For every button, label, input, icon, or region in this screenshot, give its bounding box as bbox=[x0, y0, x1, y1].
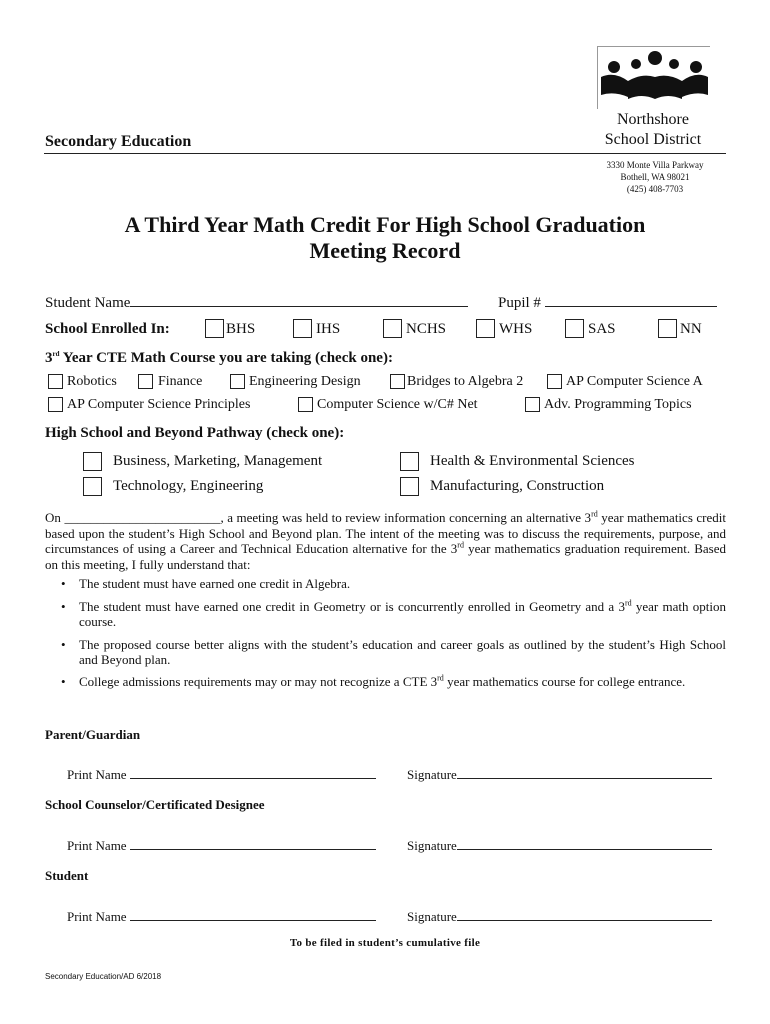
district-logo-icon bbox=[598, 47, 710, 109]
bullet-admissions-b: year mathematics course for college entrance. bbox=[443, 673, 686, 689]
cte-option-bridges-to-algebra: Bridges to Algebra 2 bbox=[407, 374, 524, 389]
school-checkbox-nn[interactable] bbox=[658, 319, 677, 338]
counselor-signature-field[interactable] bbox=[457, 835, 712, 850]
bullet-algebra: The student must have earned one credit in Algebra. bbox=[79, 576, 351, 591]
student-print-name-field[interactable] bbox=[130, 906, 376, 921]
counselor-print-name-field[interactable] bbox=[130, 835, 376, 850]
pathway-checkbox-health[interactable] bbox=[400, 452, 419, 471]
cte-label-sup: rd bbox=[52, 350, 60, 358]
school-option-nn: NN bbox=[680, 321, 702, 337]
address-street: 3330 Monte Villa Parkway bbox=[606, 160, 704, 170]
address-phone: (425) 408-7703 bbox=[626, 184, 684, 194]
pupil-row bbox=[498, 292, 717, 312]
school-option-whs: WHS bbox=[499, 321, 533, 337]
school-checkbox-ihs[interactable] bbox=[293, 319, 312, 338]
school-option-bhs: BHS bbox=[226, 321, 256, 337]
bullet-geometry-sup: rd bbox=[624, 598, 632, 608]
parent-print-name-field[interactable] bbox=[130, 764, 376, 779]
cte-checkbox-finance[interactable] bbox=[138, 374, 153, 389]
list-item bbox=[45, 637, 726, 668]
pathway-checkbox-technology[interactable] bbox=[83, 477, 102, 496]
parent-print-name-label: Print Name bbox=[67, 767, 127, 782]
school-option-ihs: IHS bbox=[316, 321, 341, 337]
cte-checkbox-adv-programming[interactable] bbox=[525, 397, 540, 412]
district-address bbox=[585, 159, 725, 195]
pupil-label: Pupil # bbox=[498, 295, 541, 311]
school-checkbox-bhs[interactable] bbox=[205, 319, 224, 338]
list-item bbox=[45, 674, 726, 690]
pathway-label: High School and Beyond Pathway (check one): bbox=[45, 425, 345, 441]
paragraph-on: On bbox=[45, 510, 61, 525]
paragraph-part2: year mathematics credit based upon the student’s High School and Beyond plan. The intent of the meeting was to discuss the requirements, purpose, and circumstances of using a Career and Technical Education alternative for the 3 bbox=[45, 510, 727, 556]
student-signature-field[interactable] bbox=[457, 906, 712, 921]
cte-option-engineering-design: Engineering Design bbox=[249, 374, 361, 389]
pathway-option-health: Health & Environmental Sciences bbox=[430, 453, 635, 469]
list-item bbox=[45, 599, 726, 630]
department-label: Secondary Education bbox=[45, 133, 192, 150]
form-footer-code: Secondary Education/AD 6/2018 bbox=[45, 972, 162, 981]
cte-checkbox-ap-cs-principles[interactable] bbox=[48, 397, 63, 412]
pathway-option-technology: Technology, Engineering bbox=[113, 478, 264, 494]
parent-signature-label: Signature bbox=[407, 767, 457, 782]
student-signature-label: Signature bbox=[407, 909, 457, 924]
cte-checkbox-ap-cs-a[interactable] bbox=[547, 374, 562, 389]
cte-checkbox-engineering-design[interactable] bbox=[230, 374, 245, 389]
student-print-name-row bbox=[67, 906, 376, 925]
counselor-signature-row bbox=[407, 835, 712, 854]
bullet-geometry-a: The student must have earned one credit in Geometry or is concurrently enrolled in Geometry and a 3 bbox=[79, 598, 625, 614]
cte-label-rest: Year CTE Math Course you are taking (check one): bbox=[59, 350, 393, 366]
cte-option-robotics: Robotics bbox=[67, 374, 117, 389]
bullet-geometry-b: year math option course. bbox=[79, 598, 726, 629]
student-name-label: Student Name bbox=[45, 295, 131, 311]
cte-option-cs-csharp: Computer Science w/C# Net bbox=[317, 397, 478, 412]
pathway-option-business: Business, Marketing, Management bbox=[113, 453, 323, 469]
counselor-print-name-row bbox=[67, 835, 376, 854]
school-checkbox-sas[interactable] bbox=[565, 319, 584, 338]
meeting-date-blank[interactable]: ________________________ bbox=[64, 510, 221, 525]
student-signature-row bbox=[407, 906, 712, 925]
page-title bbox=[0, 212, 770, 264]
paragraph-part1: , a meeting was held to review information concerning an alternative 3 bbox=[220, 510, 592, 525]
address-city: Bothell, WA 98021 bbox=[620, 172, 690, 182]
cte-label-num: 3 bbox=[45, 350, 53, 366]
header-rule bbox=[44, 153, 726, 154]
section-counselor: School Counselor/Certificated Designee bbox=[45, 797, 265, 812]
student-print-name-label: Print Name bbox=[67, 909, 127, 924]
school-option-sas: SAS bbox=[588, 321, 616, 337]
list-item bbox=[45, 576, 726, 592]
parent-signature-row bbox=[407, 764, 712, 783]
district-name bbox=[590, 110, 716, 150]
pathway-checkbox-business[interactable] bbox=[83, 452, 102, 471]
cte-option-ap-cs-a: AP Computer Science A bbox=[566, 374, 703, 389]
student-name-row bbox=[45, 292, 468, 312]
school-option-nchs: NCHS bbox=[406, 321, 447, 337]
cte-option-finance: Finance bbox=[158, 374, 203, 389]
bullet-alignment: The proposed course better aligns with the student’s education and career goals as outlined by the student’s High School and Beyond plan. bbox=[79, 636, 726, 667]
paragraph-sup2: rd bbox=[457, 540, 464, 550]
paragraph-sup1: rd bbox=[591, 509, 598, 519]
meeting-paragraph bbox=[45, 510, 726, 572]
requirements-list bbox=[45, 576, 726, 689]
cte-option-ap-cs-principles: AP Computer Science Principles bbox=[67, 397, 251, 412]
counselor-signature-label: Signature bbox=[407, 838, 457, 853]
cte-checkbox-robotics[interactable] bbox=[48, 374, 63, 389]
parent-signature-field[interactable] bbox=[457, 764, 712, 779]
district-name-line2: School District bbox=[604, 131, 702, 148]
cte-checkbox-bridges-to-algebra[interactable] bbox=[390, 374, 405, 389]
section-student: Student bbox=[45, 868, 89, 883]
paragraph-part3: year mathematics graduation requirement. Based on this meeting, I fully understand that: bbox=[45, 541, 727, 572]
school-enrolled-label: School Enrolled In: bbox=[45, 321, 170, 337]
parent-print-name-row bbox=[67, 764, 376, 783]
pupil-number-field[interactable] bbox=[545, 292, 717, 307]
filing-note: To be filed in student’s cumulative file bbox=[289, 937, 481, 949]
bullet-admissions-sup: rd bbox=[437, 673, 444, 683]
district-name-line1: Northshore bbox=[617, 111, 689, 128]
section-parent-guardian: Parent/Guardian bbox=[45, 727, 141, 742]
cte-course-label bbox=[45, 350, 393, 367]
school-checkbox-nchs[interactable] bbox=[383, 319, 402, 338]
cte-checkbox-cs-csharp[interactable] bbox=[298, 397, 313, 412]
title-line2: Meeting Record bbox=[309, 238, 461, 263]
title-line1: A Third Year Math Credit For High School Graduation bbox=[124, 212, 646, 237]
school-checkbox-whs[interactable] bbox=[476, 319, 495, 338]
district-logo bbox=[597, 46, 710, 109]
student-name-field[interactable] bbox=[130, 292, 468, 307]
pathway-checkbox-manufacturing[interactable] bbox=[400, 477, 419, 496]
pathway-option-manufacturing: Manufacturing, Construction bbox=[430, 478, 605, 494]
bullet-admissions-a: College admissions requirements may or may not recognize a CTE 3 bbox=[79, 673, 438, 689]
counselor-print-name-label: Print Name bbox=[67, 838, 127, 853]
cte-option-adv-programming: Adv. Programming Topics bbox=[544, 397, 692, 412]
